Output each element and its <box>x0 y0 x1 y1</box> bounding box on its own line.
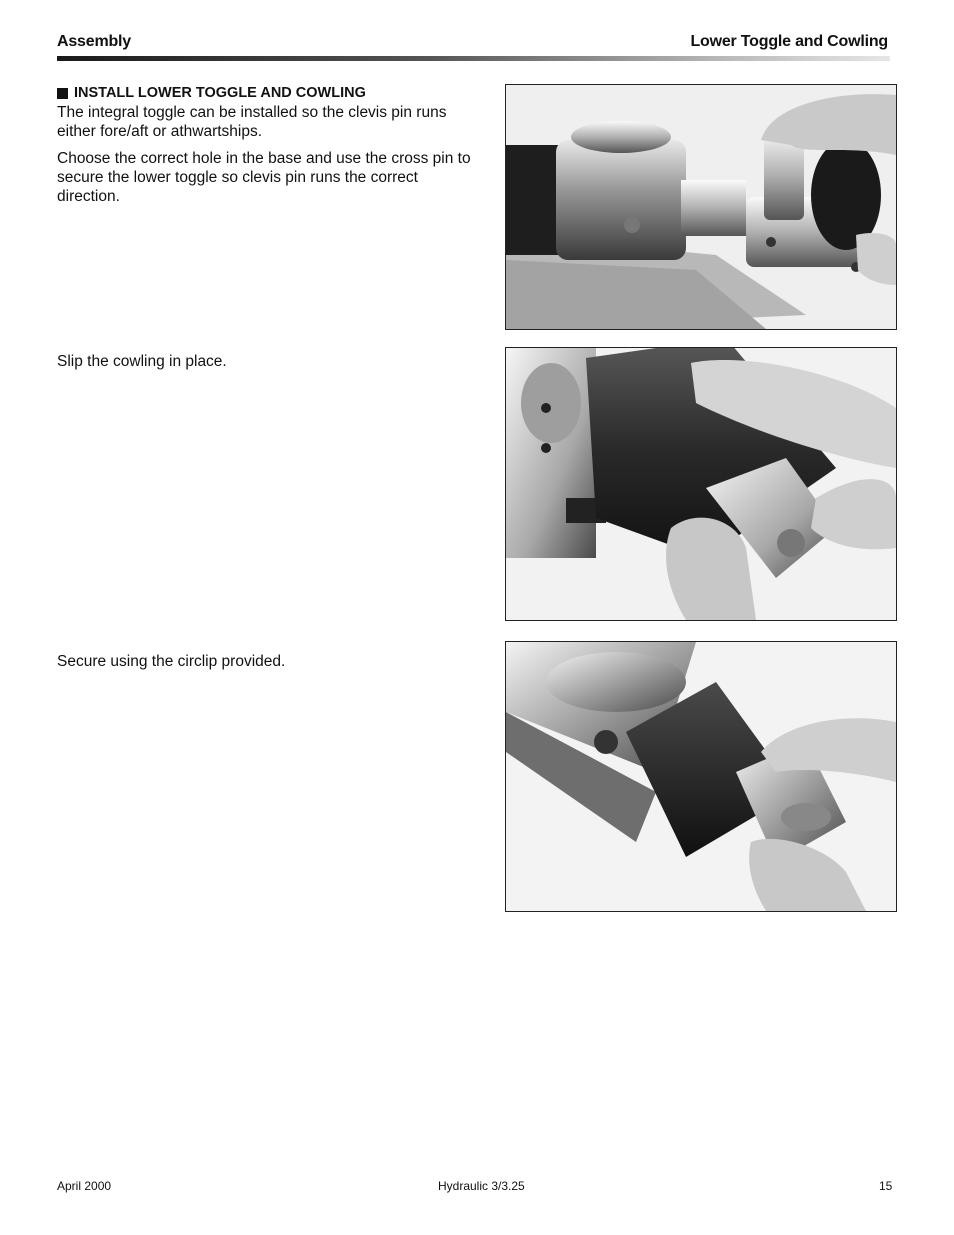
step-1-text <box>57 84 482 214</box>
step-1-heading <box>57 84 482 103</box>
figure-3-photo <box>505 641 897 912</box>
footer-date: April 2000 <box>57 1179 112 1193</box>
toggle-cross-pin-photo-icon <box>506 85 896 329</box>
step-3-paragraph-1: Secure using the circlip provided. <box>57 653 286 670</box>
footer-page-number: 15 <box>879 1179 893 1193</box>
step-1-paragraph-2: Choose the correct hole in the base and use the cross pin to secure the lower toggle so clevis pin runs the correct direction. <box>57 150 471 205</box>
step-1-heading-label: INSTALL LOWER TOGGLE AND COWLING <box>74 85 366 101</box>
cowling-slip-photo-icon <box>506 348 896 620</box>
figure-2-photo <box>505 347 897 621</box>
step-3-text <box>57 652 482 679</box>
step-2-paragraph-1: Slip the cowling in place. <box>57 353 227 370</box>
square-bullet-icon <box>57 88 68 99</box>
circlip-secure-photo-icon <box>506 642 896 911</box>
figure-1-photo <box>505 84 897 330</box>
header-section-title: Assembly <box>57 33 131 50</box>
footer-model: Hydraulic 3/3.25 <box>438 1179 525 1193</box>
step-1-paragraph-1: The integral toggle can be installed so the clevis pin runs either fore/aft or athwartships. <box>57 104 447 140</box>
header-topic-title: Lower Toggle and Cowling <box>690 33 888 50</box>
step-2-text <box>57 352 482 379</box>
header-rule <box>57 56 890 61</box>
